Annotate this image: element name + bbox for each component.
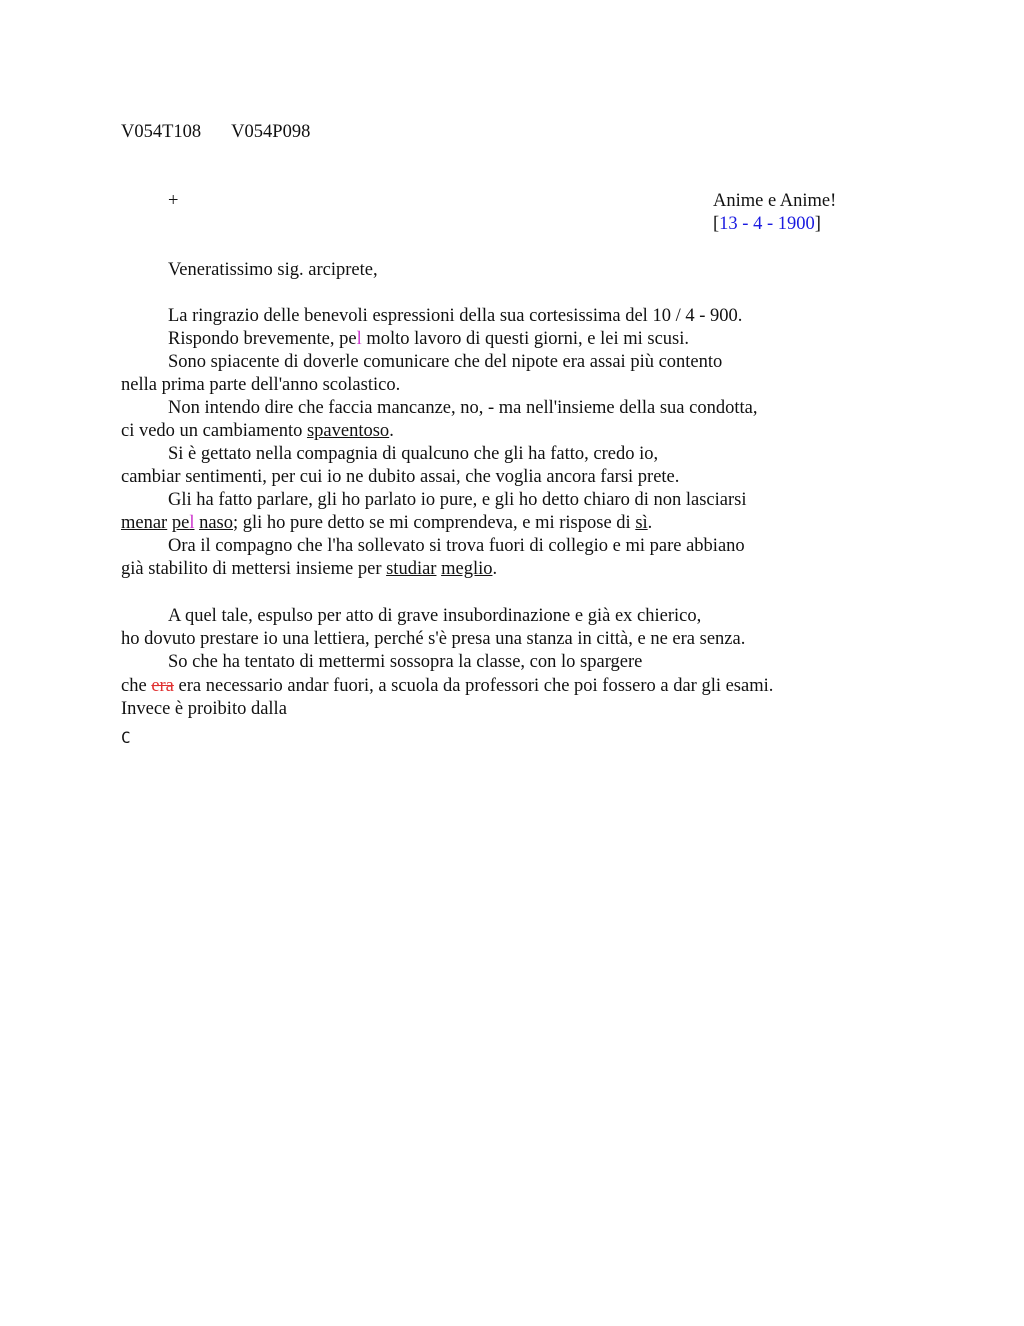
underlined-word: menar (121, 513, 168, 533)
body-line: ho dovuto prestare io una lettiera, perché s'è presa una stanza in città, e ne era senza. (121, 629, 746, 649)
letter-place: Anime e Anime! (713, 191, 837, 211)
text-span: che (121, 676, 152, 696)
underlined-word: studiar (386, 559, 437, 579)
date-value: 13 - 4 - 1900 (719, 214, 815, 234)
inserted-letter: l (356, 329, 362, 349)
text-span: pe (171, 513, 190, 533)
underlined-word: naso (199, 513, 234, 533)
text-span: ci vedo un cambiamento (121, 421, 307, 441)
document-id-right: V054P098 (231, 122, 311, 142)
body-line: So che ha tentato di mettermi sossopra la classe, con lo spargere (168, 652, 643, 672)
body-line (121, 420, 394, 443)
document-ids (121, 121, 340, 144)
body-line: Non intendo dire che faccia mancanze, no, - ma nell'insieme della sua condotta, (168, 398, 758, 418)
cross-mark: + (168, 191, 179, 211)
underlined-word: meglio (441, 559, 493, 579)
text-span: era necessario andar fuori, a scuola da professori che poi fossero a dar gli esami. (173, 676, 774, 696)
body-line: A quel tale, espulso per atto di grave insubordinazione e già ex chierico, (168, 606, 702, 626)
body-line: Gli ha fatto parlare, gli ho parlato io pure, e gli ho detto chiaro di non lasciarsi (168, 490, 747, 510)
date-bracket-open: [ (713, 214, 720, 234)
body-line (121, 512, 652, 535)
text-span: . (647, 513, 653, 533)
deleted-word: era (151, 676, 174, 696)
underlined-word (172, 513, 195, 533)
body-line (168, 328, 689, 351)
salutation: Veneratissimo sig. arciprete, (168, 260, 378, 280)
text-span: molto lavoro di questi giorni, e lei mi scusi. (361, 329, 690, 349)
date-bracket-close: ] (814, 214, 821, 234)
text-span: già stabilito di mettersi insieme per (121, 559, 387, 579)
letter-document (121, 0, 881, 1326)
letter-date (713, 213, 821, 236)
underlined-word: spaventoso (306, 421, 390, 441)
body-line: nella prima parte dell'anno scolastico. (121, 375, 401, 395)
underlined-word: sì (635, 513, 648, 533)
body-line: La ringrazio delle benevoli espressioni della sua cortesissima del 10 / 4 - 900. (168, 306, 743, 326)
text-span: . (492, 559, 498, 579)
document-id-left: V054T108 (121, 122, 202, 142)
body-line: cambiar sentimenti, per cui io ne dubito assai, che voglia ancora farsi prete. (121, 467, 680, 487)
body-line: Si è gettato nella compagnia di qualcuno che gli ha fatto, credo io, (168, 444, 659, 464)
continuation-marker: C (121, 728, 131, 747)
body-line (121, 675, 773, 698)
text-span: ; gli ho pure detto se mi comprendeva, e mi rispose di (233, 513, 636, 533)
body-line: Sono spiacente di doverle comunicare che del nipote era assai più contento (168, 352, 723, 372)
inserted-letter: l (189, 513, 195, 533)
body-line (121, 558, 497, 581)
body-line: Invece è proibito dalla (121, 699, 287, 719)
text-span: . (389, 421, 394, 441)
body-line: Ora il compagno che l'ha sollevato si trova fuori di collegio e mi pare abbiano (168, 536, 745, 556)
text-span: Rispondo brevemente, pe (168, 329, 357, 349)
